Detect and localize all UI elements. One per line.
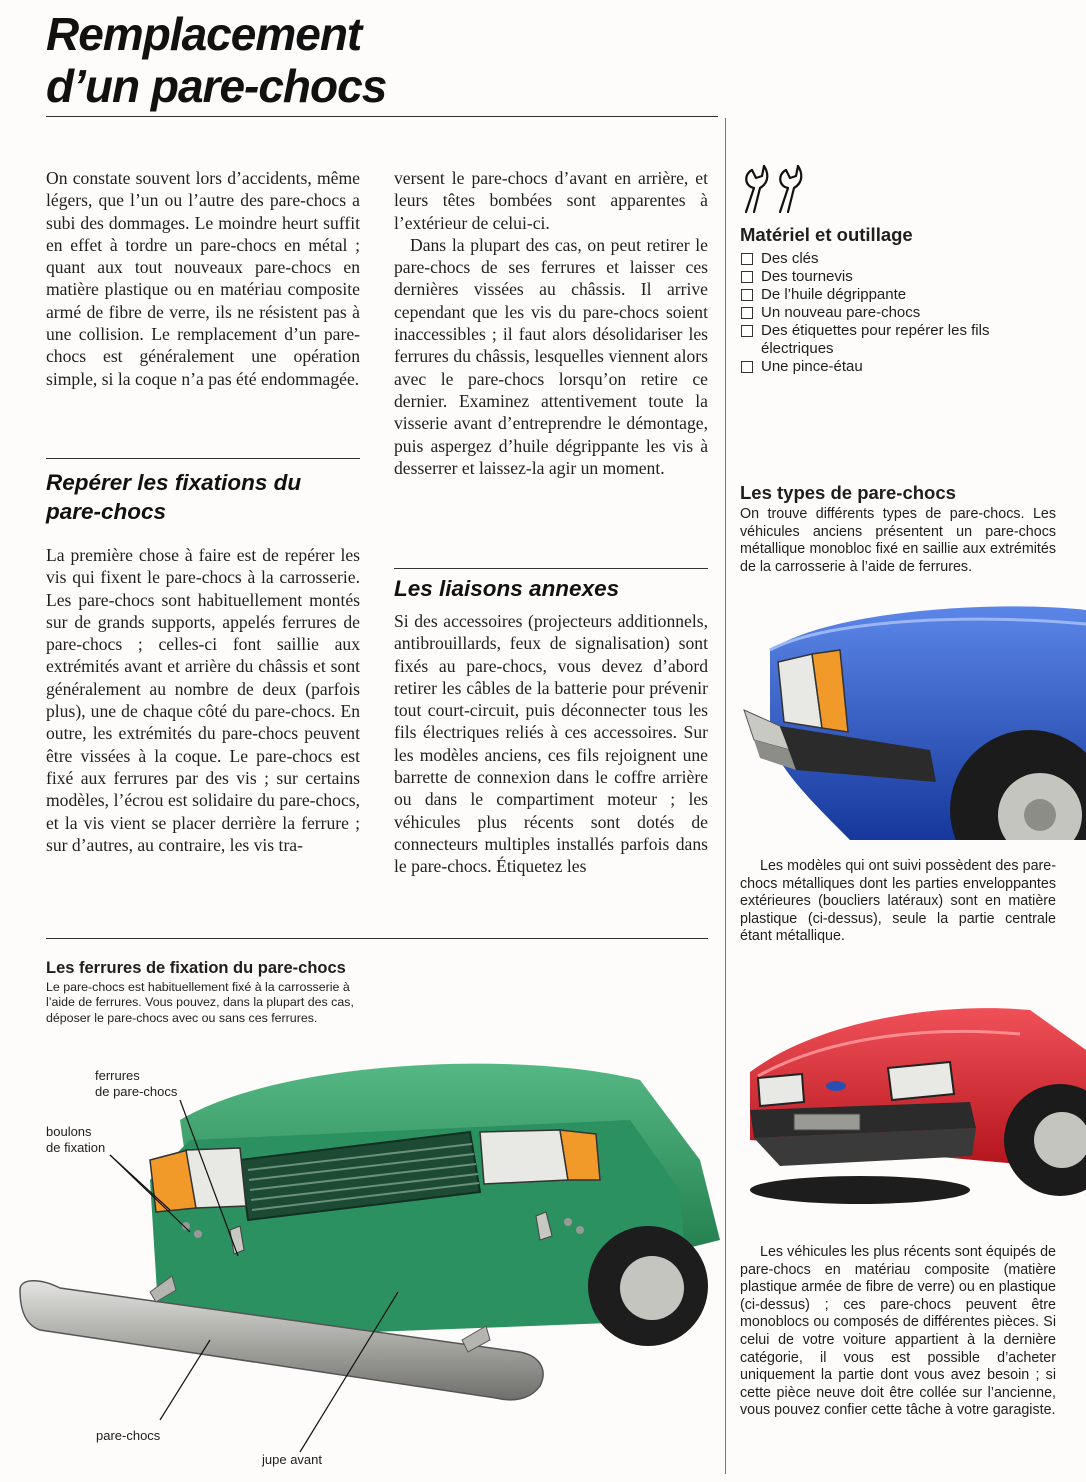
intro-paragraph: On constate souvent lors d’accidents, même légers, que l’un ou l’autre des pare-chocs a subi des dommages. Le moindre heurt suffit en effet à tordre un pare-chocs en métal ; quant aux tout nouveaux pare-chocs en matière plastique ou en matériau composite armé de fibre de verre, ils ne résistent pas à une collision. Le remplacement d’un pare-chocs est généralement une opération simple, si la coque n’a pas été endommagée. xyxy=(46,168,360,389)
section-rule xyxy=(394,568,708,569)
label-boulons-line-1: boulons xyxy=(46,1124,92,1139)
section-heading-fixations: Repérer les fixations du pare-chocs xyxy=(46,470,302,524)
label-boulons xyxy=(46,1124,105,1156)
types-note-3 xyxy=(740,1244,1056,1420)
types-heading: Les types de pare-chocs xyxy=(740,482,956,503)
column-2-body xyxy=(394,610,708,878)
tool-label: Une pince-étau xyxy=(761,358,863,375)
continuation-paragraph: versent le pare-chocs d’avant en arrière, et leurs têtes bombées sont apparentes à l’extérieur de celui-ci. xyxy=(394,168,708,233)
figure-caption xyxy=(46,958,366,1026)
checkbox-icon xyxy=(741,289,753,301)
removal-paragraph: Dans la plupart des cas, on peut retirer le pare-chocs de ses ferrures et laisser ces dernières vissées au châssis. Il arrive cependant que les vis du pare-chocs soient inaccessibles ; il faut alors désolidariser les ferrures du châssis, lesquelles viennent alors avec le pare-chocs lorsqu’on retire ce dernier. Examinez attentivement toute la visserie avant d’entreprendre le démontage, puis aspergez d’huile dégrippante les vis à desserrer et laissez-la agir un moment. xyxy=(394,234,708,478)
label-boulons-line-2: de fixation xyxy=(46,1140,106,1155)
column-1-intro xyxy=(46,167,360,390)
tool-label: Des clés xyxy=(761,250,819,267)
sidebar-divider xyxy=(725,118,726,1474)
page-title xyxy=(46,8,386,112)
tool-label: Des tournevis xyxy=(761,268,853,285)
label-pare-chocs: pare-chocs xyxy=(96,1428,161,1443)
tools-list-item xyxy=(740,358,1060,376)
tools-box xyxy=(740,224,1060,376)
tools-list-item xyxy=(740,322,1060,358)
label-ferrures xyxy=(95,1068,177,1100)
liaisons-paragraph: Si des accessoires (projecteurs additionnels, antibrouillards, feux de signalisation) sont fixés au pare-chocs, vous devez d’abord retirer les câbles de la batterie pour prévenir tout court-circuit, puis déconnecter tous les fils électriques reliés à ces accessoires. Sur les modèles anciens, ces fils rejoignent une barrette de connexion dans le coffre arrière ou dans le compartiment moteur ; les véhicules plus récents sont dotés de connecteurs multiples installés parfois dans le pare-chocs. Étiquetez les xyxy=(394,611,708,877)
tool-label: Des étiquettes pour repérer les fils électriques xyxy=(761,322,990,357)
label-jupe-avant: jupe avant xyxy=(262,1452,322,1467)
label-ferrures-line-1: ferrures xyxy=(95,1068,140,1083)
tool-label: Un nouveau pare-chocs xyxy=(761,304,921,321)
title-line-2: d’un pare-chocs xyxy=(46,60,387,112)
types-paragraph-2: Les modèles qui ont suivi possèdent des pare-chocs métalliques dont les parties enveloppantes extérieures (boucliers latéraux) sont en matière plastique (ci-dessus), seule la partie centrale étant métallique. xyxy=(740,858,1056,945)
tools-list-item xyxy=(740,304,1060,322)
fixations-paragraph: La première chose à faire est de repérer les vis qui fixent le pare-chocs à la carrosserie. Les pare-chocs sont habituellement montés sur de grands supports, appelés ferrures de pare-chocs ; celles-ci font saillie aux extrémités avant et arrière du châssis et sont généralement au nombre de deux (parfois plus), une de chaque côté du pare-chocs. En outre, les extrémités du pare-chocs peuvent être vissées à la coque. Le pare-chocs est fixé aux ferrures par des vis ; sur certains modèles, l’écrou est solidaire du pare-chocs, et la vis vient se placer derrière la ferrure ; sur d’autres, au contraire, les vis tra- xyxy=(46,545,360,855)
tool-label: De l’huile dégrippante xyxy=(761,286,907,303)
checkbox-icon xyxy=(741,271,753,283)
green-car-illustration xyxy=(0,1040,725,1482)
types-note-2 xyxy=(740,858,1056,946)
types-box xyxy=(740,482,1056,576)
figure-heading: Les ferrures de fixation du pare-chocs xyxy=(46,959,346,977)
checkbox-icon xyxy=(741,307,753,319)
figure-caption-text: Le pare-chocs est habituellement fixé à la carrosserie à l’aide de ferrures. Vous pouvez, dans la plupart des cas, déposer le pare-chocs avec ou sans ces ferrures. xyxy=(46,980,354,1025)
tools-list xyxy=(740,250,1060,376)
checkbox-icon xyxy=(741,361,753,373)
wrench-icon xyxy=(738,160,818,216)
column-1-body xyxy=(46,544,360,856)
checkbox-icon xyxy=(741,325,753,337)
red-car-illustration xyxy=(740,990,1086,1212)
tools-list-item xyxy=(740,268,1060,286)
figure-rule xyxy=(46,938,708,939)
section-rule xyxy=(46,458,360,459)
blue-car-illustration xyxy=(740,600,1086,840)
tools-list-item xyxy=(740,286,1060,304)
title-line-1: Remplacement xyxy=(46,8,362,60)
section-heading-liaisons: Les liaisons annexes xyxy=(394,576,620,601)
label-ferrures-line-2: de pare-chocs xyxy=(95,1084,178,1099)
types-paragraph-1: On trouve différents types de pare-chocs. Les véhicules anciens présentent un pare-chocs métallique monobloc fixé en saillie aux extrémités de la carrosserie à l’aide de ferrures. xyxy=(740,506,1056,575)
column-2-top xyxy=(394,167,708,479)
tools-heading: Matériel et outillage xyxy=(740,224,913,245)
title-rule xyxy=(46,116,718,117)
tools-list-item xyxy=(740,250,1060,268)
types-paragraph-3: Les véhicules les plus récents sont équipés de pare-chocs en matériau composite (matière plastique armée de fibre de verre) ou en plastique (ci-dessus) ; ces pare-chocs peuvent être monoblocs ou composés de différentes pièces. Si celui de votre voiture appartient à la dernière catégorie, il vous est possible d’acheter uniquement la partie dont vous avez besoin ; si cette pièce neuve doit être collée sur l’ancienne, vous pouvez confier cette tâche à votre garagiste. xyxy=(740,1244,1056,1419)
checkbox-icon xyxy=(741,253,753,265)
